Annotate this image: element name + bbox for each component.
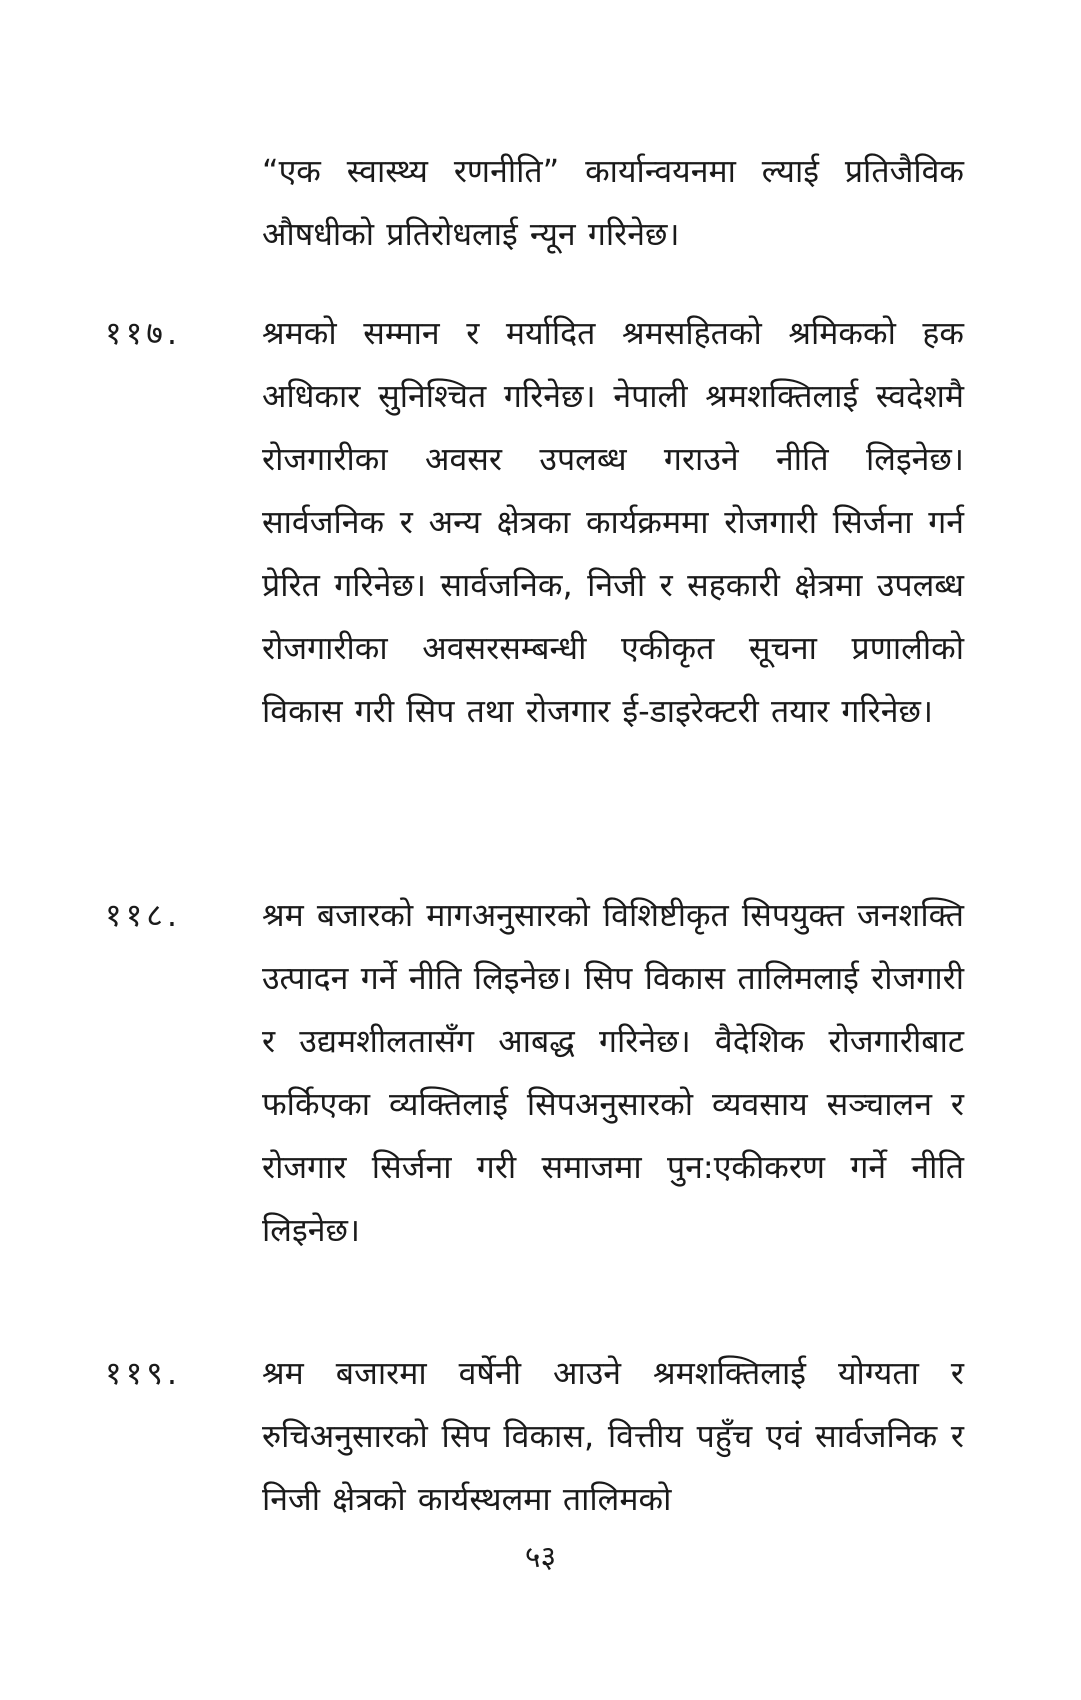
paragraph-number: ११८. — [105, 896, 182, 934]
paragraph-number: ११७. — [105, 314, 182, 352]
paragraph-text: श्रम बजारको मागअनुसारको विशिष्टीकृत सिपयुक्त जनशक्ति उत्पादन गर्ने नीति लिइनेछ। सिप विकास तालिमलाई रोजगारी र उद्यमशीलतासँग आबद्ध गरिनेछ। वैदेशिक रोजगारीबाट फर्किएका व्यक्तिलाई सिपअनुसारको व्यवसाय सञ्चालन र रोजगार सिर्जना गरी समाजमा पुन:एकीकरण गर्ने नीति लिइनेछ। — [262, 896, 964, 1249]
paragraph-number: ११९. — [105, 1354, 182, 1392]
paragraph-text: श्रम बजारमा वर्षेनी आउने श्रमशक्तिलाई योग्यता र रुचिअनुसारको सिप विकास, वित्तीय पहुँच एवं सार्वजनिक र निजी क्षेत्रको कार्यस्थलमा तालिमको — [262, 1354, 964, 1518]
page-number: ५३ — [524, 1540, 557, 1575]
paragraph-text: श्रमको सम्मान र मर्यादित श्रमसहितको श्रमिकको हक अधिकार सुनिश्चित गरिनेछ। नेपाली श्रमशक्तिलाई स्वदेशमै रोजगारीका अवसर उपलब्ध गराउने नीति लिइनेछ। सार्वजनिक र अन्य क्षेत्रका कार्यक्रममा रोजगारी सिर्जना गर्न प्रेरित गरिनेछ। सार्वजनिक, निजी र सहकारी क्षेत्रमा उपलब्ध रोजगारीका अवसरसम्बन्धी एकीकृत सूचना प्रणालीको विकास गरी सिप तथा रोजगार ई-डाइरेक्टरी तयार गरिनेछ। — [262, 314, 964, 730]
paragraph-text: “एक स्वास्थ्य रणनीति” कार्यान्वयनमा ल्याई प्रतिजैविक औषधीको प्रतिरोधलाई न्यून गरिनेछ। — [262, 152, 964, 253]
